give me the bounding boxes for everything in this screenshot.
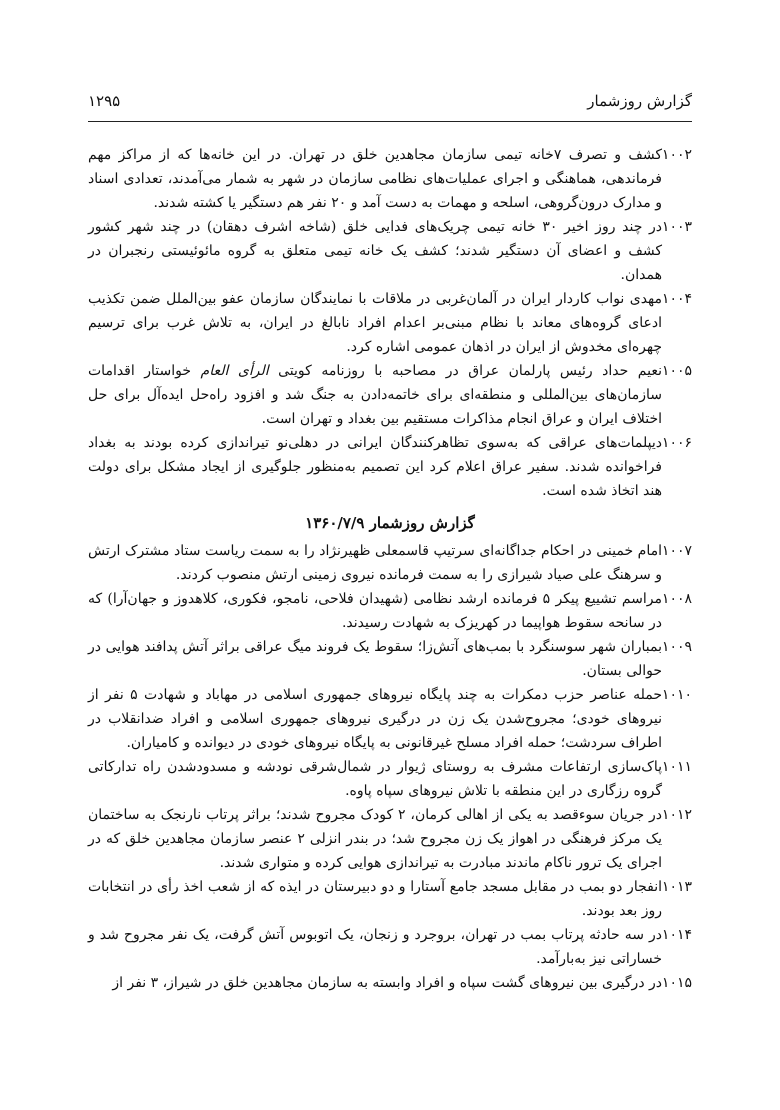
newspaper-title: الرأی العام [200,363,269,379]
header-divider [88,121,692,122]
entry-text: در چند روز اخیر ۳۰ خانه تیمی چریک‌های فدایی خلق (شاخه اشرف دهقان) در چند شهر کشور کشف و اعضای آن دستگیر شدند؛ کشف یک خانه تیمی متعلق به گروه مائوئیستی رنجبران در همدان. [88,219,662,283]
entry-number: ۱۰۱۱ [661,759,692,775]
entry-text: در جریان سوءقصد به یکی از اهالی کرمان، ۲ کودک مجروح شدند؛ براثر پرتاب نارنجک به ساختمان یک مرکز فرهنگی در اهواز یک زن مجروح شد؛ در بندر انزلی ۲ عنصر سازمان مجاهدین خلق که در اجرای یک ترور ناکام ماندند مبادرت به تیراندازی هوایی کرده و متواری شدند. [88,807,663,871]
entry-1015 [88,971,692,995]
entry-text: کشف و تصرف ۷خانه تیمی سازمان مجاهدین خلق در تهران. در این خانه‌ها که از مراکز مهم فرماندهی، هماهنگی و اجرای عملیات‌های نظامی سازمان در شهر به شمار می‌آمدند، تعدادی اسناد و مدارک درون‌گروهی، اسلحه و مهمات به دست آمد و ۲۰ نفر هم دستگیر یا کشته شدند. [88,147,663,211]
entry-number: ۱۰۰۹ [661,639,692,655]
entry-number: ۱۰۱۳ [661,879,692,895]
entry-1002 [88,143,692,215]
entry-1004 [88,287,692,359]
entry-1009 [88,635,692,683]
entry-number: ۱۰۱۵ [661,975,692,991]
page-header [88,90,692,112]
entry-1011 [88,755,692,803]
entry-text: در درگیری بین نیروهای گشت سپاه و افراد وابسته به سازمان مجاهدین خلق در شیراز، ۳ نفر از [112,975,662,991]
entry-1007 [88,539,692,587]
entry-number: ۱۰۱۰ [661,687,692,703]
entry-1014 [88,923,692,971]
entry-number: ۱۰۰۳ [661,219,692,235]
entry-number: ۱۰۰۷ [661,543,692,559]
entry-number: ۱۰۱۴ [661,927,692,943]
entry-text-before: نعیم حداد رئیس پارلمان عراق در مصاحبه با روزنامه کویتی [268,363,662,379]
section-heading: گزارش روزشمار ۱۳۶۰/۷/۹ [305,514,475,532]
entry-text: دیپلمات‌های عراقی که به‌سوی تظاهرکنندگان ایرانی در دهلی‌نو تیراندازی کرده بودند به بغداد فراخوانده شدند. سفیر عراق اعلام کرد این تصمیم به‌منظور جلوگیری از ایجاد مشکل برای دولت هند اتخاذ شده است. [88,435,662,499]
entry-1005 [88,359,692,431]
entry-1010 [88,683,692,755]
entry-text: مراسم تشییع پیکر ۵ فرمانده ارشد نظامی (شهیدان فلاحی، نامجو، فکوری، کلاهدوز و جهان‌آرا) که در سانحه سقوط هواپیما در کهریزک به شهادت رسیدند. [88,591,662,631]
entry-number: ۱۰۱۲ [661,807,692,823]
entry-1012 [88,803,692,875]
entry-text: مهدی نواب کاردار ایران در آلمان‌غربی در ملاقات با نمایندگان سازمان عفو بین‌الملل ضمن تکذیب ادعای گروه‌های معاند با نظام مبنی‌بر اعدام افراد نابالغ در ایران، به تلاش غرب برای ترسیم چهره‌ای مخدوش از ایران در اذهان عمومی اشاره کرد. [88,291,662,355]
entry-number: ۱۰۰۵ [661,363,692,379]
entry-text: امام خمینی در احکام جداگانه‌ای سرتیپ قاسمعلی ظهیرنژاد را به سمت ریاست ستاد مشترک ارتش و سرهنگ علی صیاد شیرازی را به سمت فرمانده نیروی زمینی ارتش منصوب کردند. [88,543,662,583]
entry-1006 [88,431,692,503]
entry-number: ۱۰۰۲ [661,147,692,163]
entry-1003 [88,215,692,287]
entry-number: ۱۰۰۸ [661,591,692,607]
page-content [88,143,692,995]
entry-text: انفجار دو بمب در مقابل مسجد جامع آستارا و دو دبیرستان در ایذه که از شعب اخذ رأی در انتخابات روز بعد بودند. [88,879,662,919]
entry-text-after: خواستار اقدامات سازمان‌های بین‌المللی و منطقه‌ای برای خاتمه‌دادن به جنگ شد و افزود راه‌حل ایده‌آل برای حل اختلاف ایران و عراق انجام مذاکرات مستقیم بین بغداد و تهران است. [88,363,662,427]
entry-1008 [88,587,692,635]
entry-text: بمباران شهر سوسنگرد با بمب‌های آتش‌زا؛ سقوط یک فروند میگ عراقی براثر آتش پدافند هوایی در حوالی بستان. [88,639,662,679]
running-title: گزارش روزشمار [587,92,692,110]
page-number: ۱۲۹۵ [88,92,121,110]
entry-text: پاک‌سازی ارتفاعات مشرف به روستای ژیوار در شمال‌شرقی نودشه و مسدودشدن راه تدارکاتی گروه رزگاری در این منطقه با تلاش نیروهای سپاه پاوه. [88,759,662,799]
entry-number: ۱۰۰۴ [661,291,692,307]
entry-1013 [88,875,692,923]
entry-text: حمله عناصر حزب دمکرات به چند پایگاه نیروهای جمهوری اسلامی در مهاباد و شهادت ۵ نفر از نیروهای خودی؛ مجروح‌شدن یک زن در درگیری نیروهای جمهوری اسلامی و افراد ضدانقلاب در اطراف سردشت؛ حمله افراد مسلح غیرقانونی به پایگاه نیروهای خودی در دیوانده و کامیاران. [88,687,662,751]
entry-text: در سه حادثه پرتاب بمب در تهران، بروجرد و زنجان، یک اتوبوس آتش گرفت، یک نفر مجروح شد و خساراتی نیز به‌بارآمد. [88,927,662,967]
entry-number: ۱۰۰۶ [661,435,692,451]
